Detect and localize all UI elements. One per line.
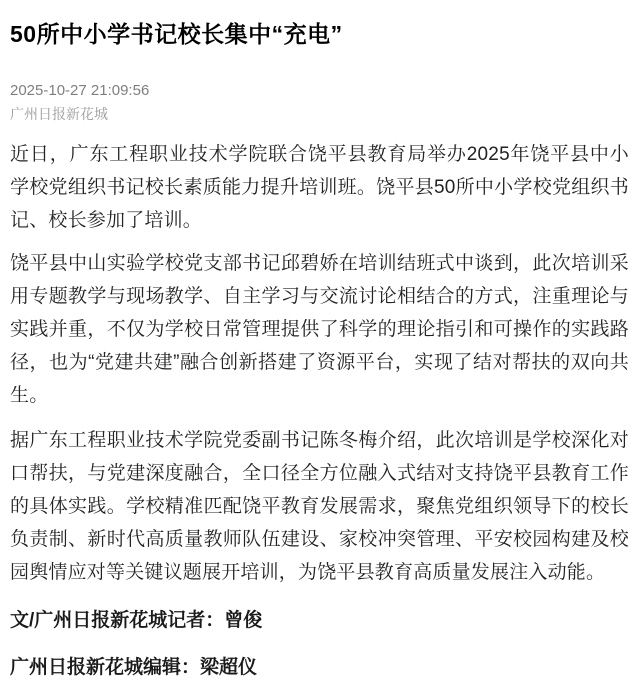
- reporter-byline: 文/广州日报新花城记者：曾俊: [10, 610, 263, 631]
- publish-date: 2025-10-27 21:09:56: [10, 82, 150, 99]
- article-body: [10, 138, 629, 589]
- article-paragraph: 饶平县中山实验学校党支部书记邱碧娇在培训结班式中谈到，此次培训采用专题教学与现场教学、自主学习与交流讨论相结合的方式，注重理论与实践并重，不仅为学校日常管理提供了科学的理论指引和可操作的实践路径，也为“党建共建”融合创新搭建了资源平台，实现了结对帮扶的双向共生。: [10, 253, 629, 406]
- article-paragraph: 据广东工程职业技术学院党委副书记陈冬梅介绍，此次培训是学校深化对口帮扶，与党建深度融合，全口径全方位融入式结对支持饶平县教育工作的具体实践。学校精准匹配饶平教育发展需求，聚焦党组织领导下的校长负责制、新时代高质量教师队伍建设、家校冲突管理、平安校园构建及校园舆情应对等关键议题展开培训，为饶平县教育高质量发展注入动能。: [10, 430, 629, 583]
- editor-credit: 广州日报新花城编辑：梁超仪: [10, 657, 258, 678]
- source-name: 广州日报新花城: [10, 106, 108, 122]
- article-title: 50所中小学书记校长集中“充电”: [10, 21, 343, 47]
- article-paragraph: 近日，广东工程职业技术学院联合饶平县教育局举办2025年饶平县中小学校党组织书记校长素质能力提升培训班。饶平县50所中小学校党组织书记、校长参加了培训。: [10, 144, 629, 231]
